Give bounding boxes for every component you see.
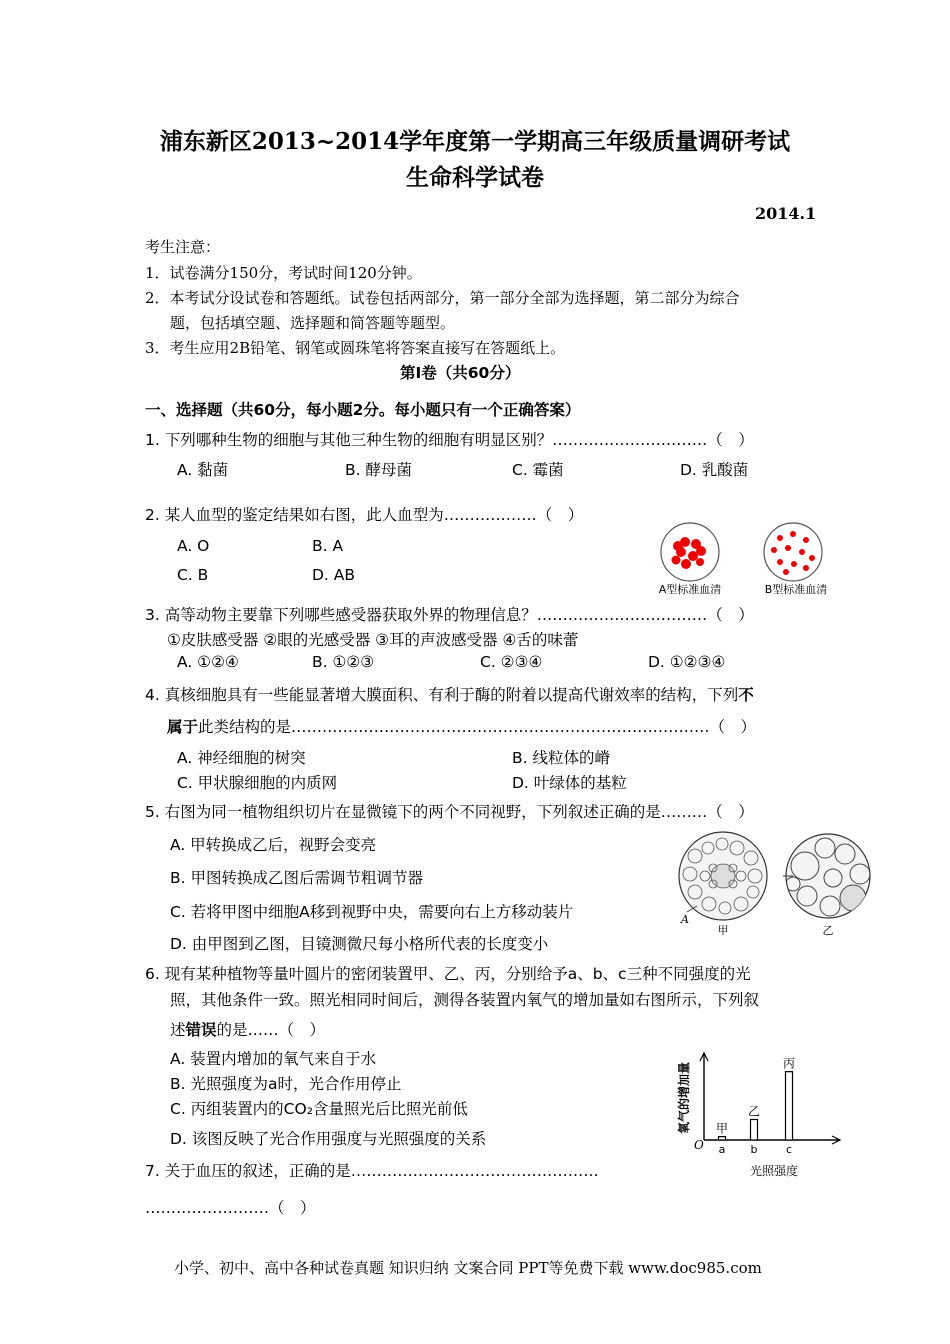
q4-option-d: D. 叶绿体的基粒	[512, 774, 627, 792]
q5-option-a: A. 甲转换成乙后，视野会变亮	[170, 836, 377, 854]
tick-label-a: a	[718, 1143, 726, 1156]
part1-heading: 第Ⅰ卷（共60分）	[400, 364, 521, 382]
q6-option-c: C. 丙组装置内的CO₂含量照光后比照光前低	[170, 1100, 468, 1118]
notice-item-2: 2．本考试分设试卷和答题纸。试卷包括两部分，第一部分全部为选择题，第二部分为综合	[145, 289, 740, 307]
q3-option-b: B. ①②③	[312, 653, 375, 671]
q3-receptors: ①皮肤感受器 ②眼的光感受器 ③耳的声波感受器 ④舌的味蕾	[167, 631, 579, 649]
field-yi-label: 乙	[822, 924, 834, 937]
notice-heading: 考生注意：	[145, 238, 221, 256]
q2-option-a: A. O	[177, 537, 210, 555]
blood-type-figure	[648, 520, 848, 600]
notice-item-2-cont: 题，包括填空题、选择题和简答题等题型。	[170, 314, 456, 332]
q2-stem: 2. 某人血型的鉴定结果如右图，此人血型为………………（ ）	[145, 506, 584, 524]
cell-a-label: A	[681, 913, 689, 926]
q6-option-d: D. 该图反映了光合作用强度与光照强度的关系	[170, 1130, 487, 1148]
y-axis-label: 氧气的增加量	[677, 1061, 691, 1135]
q6-stem-line1: 6. 现有某种植物等量叶圆片的密闭装置甲、乙、丙，分别给予a、b、c三种不同强度的光	[145, 965, 751, 983]
field-jia	[679, 832, 767, 920]
q4-option-a: A. 神经细胞的树突	[177, 749, 306, 767]
q1-stem: 1. 下列哪种生物的细胞与其他三种生物的细胞有明显区别？…………………………（ ）	[145, 431, 754, 449]
q4-stem-text: 4. 真核细胞具有一些能显著增大膜面积、有利于酶的附着以提高代谢效率的结构，下列	[145, 686, 739, 704]
serum-b-label: B型标准血清	[764, 583, 828, 596]
microscope-fields-figure	[675, 826, 875, 938]
q5-option-d: D. 由甲图到乙图，目镜测微尺每小格所代表的长度变小	[170, 935, 549, 953]
q4-stem-line1	[145, 683, 754, 705]
q4-stem-emphasis-1: 不	[738, 686, 754, 704]
q6-option-a: A. 装置内增加的氧气来自于水	[170, 1050, 377, 1068]
q5-stem: 5. 右图为同一植物组织切片在显微镜下的两个不同视野，下列叙述正确的是………（ ）	[145, 803, 754, 821]
q7-stem-line2: ……………………（ ）	[145, 1199, 316, 1217]
q4-option-b: B. 线粒体的嵴	[512, 749, 610, 767]
exam-date: 2014.1	[755, 204, 817, 223]
bar-label-a: 甲	[715, 1121, 729, 1136]
q1-option-a: A. 黏菌	[177, 461, 229, 479]
x-axis-label: 光照强度	[749, 1164, 799, 1178]
q3-option-d: D. ①②③④	[648, 653, 726, 671]
serum-a-label: A型标准血清	[658, 583, 722, 596]
chart-bars	[716, 1057, 795, 1156]
q1-option-c: C. 霉菌	[512, 461, 564, 479]
q7-stem-line1: 7. 关于血压的叙述，正确的是…………………………………………	[145, 1162, 599, 1180]
q6-stem-text-pre: 述	[170, 1021, 186, 1039]
q6-stem-text-post: 的是……（ ）	[216, 1021, 326, 1039]
bar-b	[751, 1120, 758, 1141]
q6-stem-line2: 照，其他条件一致。照光相同时间后，测得各装置内氧气的增加量如右图所示，下列叙	[170, 991, 760, 1009]
q3-option-c: C. ②③④	[480, 653, 543, 671]
tick-label-b: b	[750, 1143, 758, 1156]
notice-item-3: 3．考生应用2B铅笔、钢笔或圆珠笔将答案直接写在答题纸上。	[145, 339, 566, 357]
q3-stem: 3. 高等动物主要靠下列哪些感受器获取外界的物理信息？……………………………（ ）	[145, 606, 754, 624]
bar-label-b: 乙	[747, 1104, 761, 1119]
q4-stem-emphasis-2: 属于	[167, 718, 199, 736]
q4-stem-line2	[167, 715, 756, 737]
q6-stem-line3	[170, 1018, 325, 1040]
tick-label-c: c	[785, 1143, 793, 1156]
origin-label: O	[694, 1138, 704, 1152]
notice-item-1: 1．试卷满分150分，考试时间120分钟。	[145, 264, 422, 282]
q6-stem-emphasis: 错误	[185, 1021, 217, 1039]
q6-option-b: B. 光照强度为a时，光合作用停止	[170, 1075, 402, 1093]
q3-option-a: A. ①②④	[177, 653, 239, 671]
q5-option-b: B. 甲图转换成乙图后需调节粗调节器	[170, 869, 423, 887]
q1-option-d: D. 乳酸菌	[680, 461, 749, 479]
q5-option-c: C. 若将甲图中细胞A移到视野中央，需要向右上方移动装片	[170, 903, 574, 921]
exam-title: 浦东新区2013~2014学年度第一学期高三年级质量调研考试	[159, 128, 791, 155]
bar-a	[719, 1137, 726, 1140]
q2-option-b: B. A	[312, 537, 344, 555]
field-yi	[786, 834, 870, 918]
bar-c	[786, 1072, 793, 1140]
field-jia-label: 甲	[717, 924, 729, 937]
serum-a-circle	[661, 523, 719, 581]
q2-option-d: D. AB	[312, 566, 356, 584]
serum-b-circle	[764, 523, 822, 581]
q2-option-c: C. B	[177, 566, 209, 584]
q1-option-b: B. 酵母菌	[345, 461, 412, 479]
footer-text: 小学、初中、高中各种试卷真题 知识归纳 文案合同 PPT等免费下载 www.doc985.com	[174, 1259, 762, 1277]
q4-stem-text-2: 此类结构的是………………………………………………………………………（ ）	[198, 718, 757, 736]
bar-label-c: 丙	[782, 1056, 796, 1071]
section-heading: 一、选择题（共60分，每小题2分。每小题只有一个正确答案）	[145, 401, 581, 419]
q4-option-c: C. 甲状腺细胞的内质网	[177, 774, 338, 792]
exam-subtitle: 生命科学试卷	[406, 164, 544, 191]
oxygen-increase-chart	[664, 1048, 844, 1182]
